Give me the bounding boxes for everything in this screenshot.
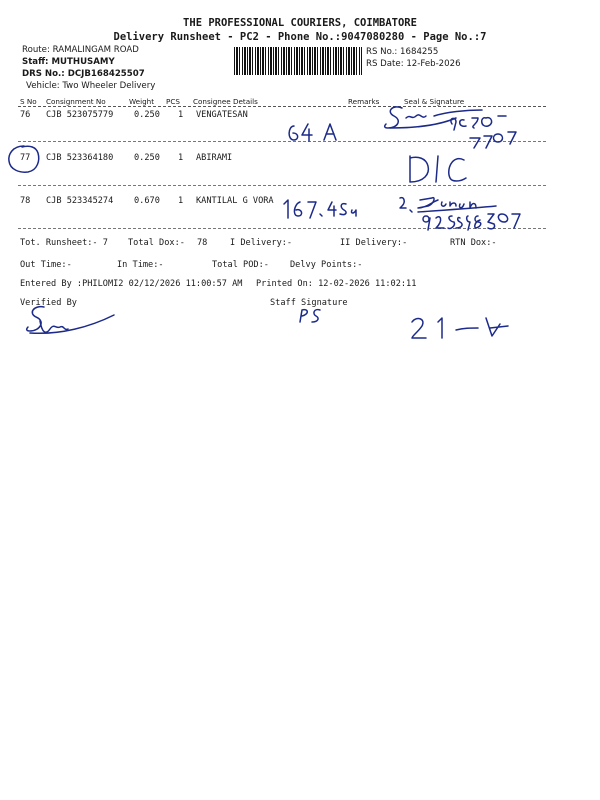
barcode <box>234 47 362 75</box>
row-pcs: 1 <box>178 153 184 163</box>
handwritten-seal-76 <box>382 98 562 150</box>
handwritten-remark-77 <box>404 150 474 188</box>
vehicle-label: Vehicle: Two Wheeler Delivery <box>26 81 156 91</box>
total-dox-label: Total Dox:- <box>128 238 185 248</box>
handwritten-seal-78 <box>396 192 548 232</box>
verified-by-label: Verified By <box>20 298 77 308</box>
rtn-dox: RTN Dox:- <box>450 238 497 248</box>
row-weight: 0.250 <box>134 153 160 163</box>
handwritten-remark-76 <box>284 120 344 146</box>
in-time: In Time:- <box>117 260 164 270</box>
printed-on: Printed On: 12-02-2026 11:02:11 <box>256 279 417 289</box>
staff-label: Staff: MUTHUSAMY <box>22 57 115 67</box>
col-pcs: PCS <box>166 97 180 106</box>
col-sno: S No <box>20 97 37 106</box>
company-title: THE PROFESSIONAL COURIERS, COIMBATORE <box>183 17 417 29</box>
row-consignee: KANTILAL G VORA <box>196 196 274 206</box>
total-pod: Total POD:- <box>212 260 269 270</box>
row-pcs: 1 <box>178 196 184 206</box>
row-consignment: CJB 523075779 <box>46 110 114 120</box>
staff-signature <box>296 306 326 326</box>
row-sno: 76 <box>20 110 31 120</box>
out-time: Out Time:- <box>20 260 72 270</box>
handwritten-remark-78 <box>280 196 360 222</box>
runsheet-subtitle: Delivery Runsheet - PC2 - Phone No.:9047080280 - Page No.:7 <box>113 31 487 43</box>
handwritten-footer-note <box>408 314 518 342</box>
entered-by: Entered By :PHILOMI2 02/12/2026 11:00:57 AM <box>20 279 243 289</box>
drs-label: DRS No.: DCJB168425507 <box>22 69 145 79</box>
row-sno: 78 <box>20 196 31 206</box>
total-dox-value: 78 <box>197 238 208 248</box>
col-seal: Seal & Signature <box>404 97 465 106</box>
verified-signature <box>20 303 120 339</box>
row-pcs: 1 <box>178 110 184 120</box>
staff-signature-label: Staff Signature <box>270 298 348 308</box>
total-runsheet: Tot. Runsheet:- 7 <box>20 238 108 248</box>
rs-number: RS No.: 1684255 <box>366 47 439 57</box>
delvy-points: Delvy Points:- <box>290 260 363 270</box>
row-consignment: CJB 523345274 <box>46 196 114 206</box>
row-sno: 77 <box>20 153 31 163</box>
row-consignee: ABIRAMI <box>196 153 233 163</box>
col-remarks: Remarks <box>348 97 380 106</box>
i-delivery: I Delivery:- <box>230 238 293 248</box>
col-weight: Weight <box>129 97 155 106</box>
col-consignment: Consignment No <box>46 97 106 106</box>
row-consignment: CJB 523364180 <box>46 153 114 163</box>
col-consignee: Consignee Details <box>193 97 258 106</box>
circle-mark <box>6 143 42 175</box>
row-weight: 0.670 <box>134 196 160 206</box>
row-weight: 0.250 <box>134 110 160 120</box>
ii-delivery: II Delivery:- <box>340 238 408 248</box>
rs-date: RS Date: 12-Feb-2026 <box>366 59 461 69</box>
route-label: Route: RAMALINGAM ROAD <box>22 45 139 55</box>
row-consignee: VENGATESAN <box>196 110 248 120</box>
